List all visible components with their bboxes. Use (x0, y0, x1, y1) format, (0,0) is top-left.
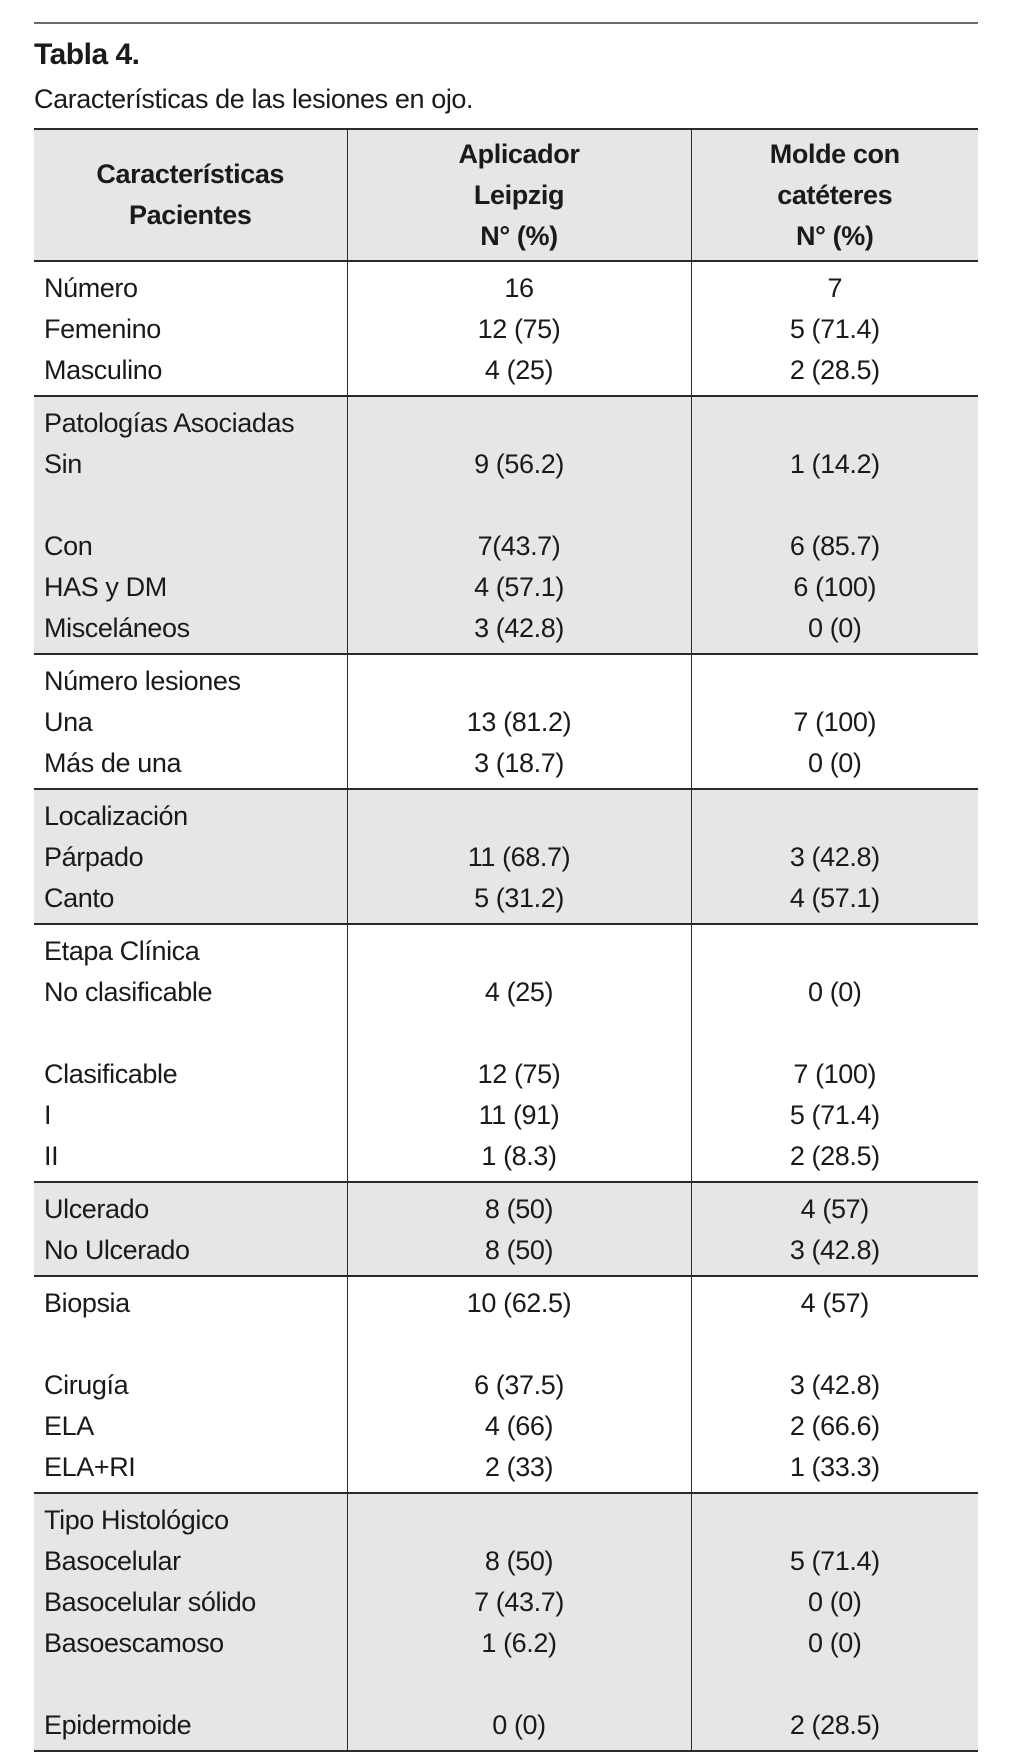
table-group (34, 1182, 978, 1276)
header-leipzig-line-1: Aplicador (458, 138, 580, 169)
row-label: II (34, 1136, 347, 1182)
table-row (34, 789, 978, 837)
row-label: Masculino (34, 350, 347, 396)
header-leipzig-line-3: N° (%) (480, 220, 558, 251)
mold-value: 5 (71.4) (691, 309, 978, 350)
leipzig-value: 7(43.7) (347, 526, 691, 567)
table-row (34, 1541, 978, 1582)
leipzig-value: 4 (57.1) (347, 567, 691, 608)
table-row (34, 1365, 978, 1406)
leipzig-value: 0 (0) (347, 1705, 691, 1751)
table-row (34, 396, 978, 444)
row-label: Femenino (34, 309, 347, 350)
header-leipzig-applicator (347, 129, 691, 261)
mold-value: 0 (0) (691, 1582, 978, 1623)
table-row (34, 1493, 978, 1541)
mold-value: 5 (71.4) (691, 1541, 978, 1582)
table-row (34, 1276, 978, 1324)
mold-value (691, 485, 978, 526)
row-label (34, 1324, 347, 1365)
mold-value: 4 (57.1) (691, 878, 978, 924)
characteristics-table (34, 128, 978, 1752)
table-row (34, 444, 978, 485)
leipzig-value: 12 (75) (347, 309, 691, 350)
leipzig-value: 4 (66) (347, 1406, 691, 1447)
row-label: Párpado (34, 837, 347, 878)
table-spacer-row (34, 485, 978, 526)
table-row (34, 1230, 978, 1276)
leipzig-value: 3 (18.7) (347, 743, 691, 789)
mold-value: 3 (42.8) (691, 837, 978, 878)
mold-value: 0 (0) (691, 743, 978, 789)
table-group (34, 1276, 978, 1493)
row-label: Etapa Clínica (34, 924, 347, 972)
leipzig-value: 4 (25) (347, 350, 691, 396)
header-characteristics (34, 129, 347, 261)
leipzig-value: 16 (347, 261, 691, 309)
table-group (34, 654, 978, 789)
mold-value: 1 (14.2) (691, 444, 978, 485)
table-row (34, 1095, 978, 1136)
table-group (34, 789, 978, 924)
row-label: No clasificable (34, 972, 347, 1013)
mold-value: 6 (100) (691, 567, 978, 608)
mold-value: 2 (28.5) (691, 1136, 978, 1182)
table-header (34, 129, 978, 261)
leipzig-value (347, 654, 691, 702)
top-rule (34, 22, 978, 24)
row-label: Ulcerado (34, 1182, 347, 1230)
leipzig-value: 9 (56.2) (347, 444, 691, 485)
table-row (34, 743, 978, 789)
leipzig-value (347, 485, 691, 526)
mold-value: 0 (0) (691, 608, 978, 654)
row-label: Una (34, 702, 347, 743)
row-label: Con (34, 526, 347, 567)
header-mold-line-3: N° (%) (796, 220, 874, 251)
leipzig-value (347, 1493, 691, 1541)
leipzig-value: 7 (43.7) (347, 1582, 691, 1623)
mold-value: 7 (100) (691, 702, 978, 743)
table-row (34, 1447, 978, 1493)
row-label (34, 1664, 347, 1705)
table-row (34, 261, 978, 309)
leipzig-value: 1 (6.2) (347, 1623, 691, 1664)
table-caption-title: Tabla 4. (34, 38, 140, 71)
table-row (34, 309, 978, 350)
mold-value: 5 (71.4) (691, 1095, 978, 1136)
table-row (34, 350, 978, 396)
table-spacer-row (34, 1324, 978, 1365)
leipzig-value: 11 (91) (347, 1095, 691, 1136)
mold-value: 4 (57) (691, 1182, 978, 1230)
row-label: ELA+RI (34, 1447, 347, 1493)
row-label: Basocelular (34, 1541, 347, 1582)
table-group (34, 1493, 978, 1751)
header-mold-line-2: catéteres (777, 179, 893, 210)
mold-value: 7 (691, 261, 978, 309)
row-label: Patologías Asociadas (34, 396, 347, 444)
leipzig-value: 8 (50) (347, 1541, 691, 1582)
leipzig-value (347, 1324, 691, 1365)
table-row (34, 1406, 978, 1447)
table-spacer-row (34, 1664, 978, 1705)
leipzig-value: 2 (33) (347, 1447, 691, 1493)
mold-value: 1 (33.3) (691, 1447, 978, 1493)
leipzig-value (347, 396, 691, 444)
row-label: No Ulcerado (34, 1230, 347, 1276)
row-label: Localización (34, 789, 347, 837)
header-leipzig-line-2: Leipzig (473, 179, 565, 210)
row-label: Misceláneos (34, 608, 347, 654)
table-group (34, 261, 978, 396)
table-row (34, 1705, 978, 1751)
mold-value (691, 924, 978, 972)
row-label (34, 485, 347, 526)
leipzig-value (347, 789, 691, 837)
header-catheter-mold (691, 129, 978, 261)
leipzig-value: 3 (42.8) (347, 608, 691, 654)
header-row (34, 129, 978, 261)
header-mold-line-1: Molde con (769, 138, 900, 169)
table-row (34, 924, 978, 972)
mold-value (691, 789, 978, 837)
row-label: ELA (34, 1406, 347, 1447)
mold-value: 6 (85.7) (691, 526, 978, 567)
leipzig-value: 13 (81.2) (347, 702, 691, 743)
leipzig-value: 10 (62.5) (347, 1276, 691, 1324)
mold-value (691, 1493, 978, 1541)
mold-value: 2 (28.5) (691, 1705, 978, 1751)
mold-value (691, 1013, 978, 1054)
leipzig-value: 6 (37.5) (347, 1365, 691, 1406)
mold-value: 3 (42.8) (691, 1230, 978, 1276)
row-label: Sin (34, 444, 347, 485)
mold-value: 3 (42.8) (691, 1365, 978, 1406)
row-label: Número (34, 261, 347, 309)
row-label: Clasificable (34, 1054, 347, 1095)
mold-value: 4 (57) (691, 1276, 978, 1324)
table-row (34, 972, 978, 1013)
table-row (34, 1136, 978, 1182)
table-row (34, 567, 978, 608)
table-caption-subtitle: Características de las lesiones en ojo. (34, 84, 474, 114)
row-label: Epidermoide (34, 1705, 347, 1751)
leipzig-value: 8 (50) (347, 1230, 691, 1276)
row-label: Más de una (34, 743, 347, 789)
row-label: Basocelular sólido (34, 1582, 347, 1623)
table-row (34, 837, 978, 878)
row-label: Basoescamoso (34, 1623, 347, 1664)
mold-value (691, 396, 978, 444)
table-row (34, 1623, 978, 1664)
row-label: Biopsia (34, 1276, 347, 1324)
leipzig-value: 8 (50) (347, 1182, 691, 1230)
table-row (34, 1054, 978, 1095)
table-row (34, 878, 978, 924)
mold-value: 0 (0) (691, 972, 978, 1013)
leipzig-value (347, 924, 691, 972)
row-label (34, 1013, 347, 1054)
mold-value (691, 1324, 978, 1365)
header-characteristics-line-2: Pacientes (129, 200, 252, 230)
leipzig-value (347, 1664, 691, 1705)
mold-value: 2 (66.6) (691, 1406, 978, 1447)
table-row (34, 526, 978, 567)
table-spacer-row (34, 1013, 978, 1054)
row-label: I (34, 1095, 347, 1136)
leipzig-value: 11 (68.7) (347, 837, 691, 878)
table-row (34, 702, 978, 743)
leipzig-value: 12 (75) (347, 1054, 691, 1095)
table-group (34, 396, 978, 654)
table-group (34, 924, 978, 1182)
row-label: HAS y DM (34, 567, 347, 608)
leipzig-value (347, 1013, 691, 1054)
leipzig-value: 4 (25) (347, 972, 691, 1013)
header-characteristics-line-1: Características (96, 159, 285, 189)
row-label: Número lesiones (34, 654, 347, 702)
leipzig-value: 1 (8.3) (347, 1136, 691, 1182)
table-row (34, 1582, 978, 1623)
mold-value: 0 (0) (691, 1623, 978, 1664)
leipzig-value: 5 (31.2) (347, 878, 691, 924)
row-label: Cirugía (34, 1365, 347, 1406)
table-row (34, 654, 978, 702)
mold-value: 7 (100) (691, 1054, 978, 1095)
mold-value (691, 1664, 978, 1705)
row-label: Tipo Histológico (34, 1493, 347, 1541)
mold-value: 2 (28.5) (691, 350, 978, 396)
table-row (34, 608, 978, 654)
mold-value (691, 654, 978, 702)
row-label: Canto (34, 878, 347, 924)
table-row (34, 1182, 978, 1230)
